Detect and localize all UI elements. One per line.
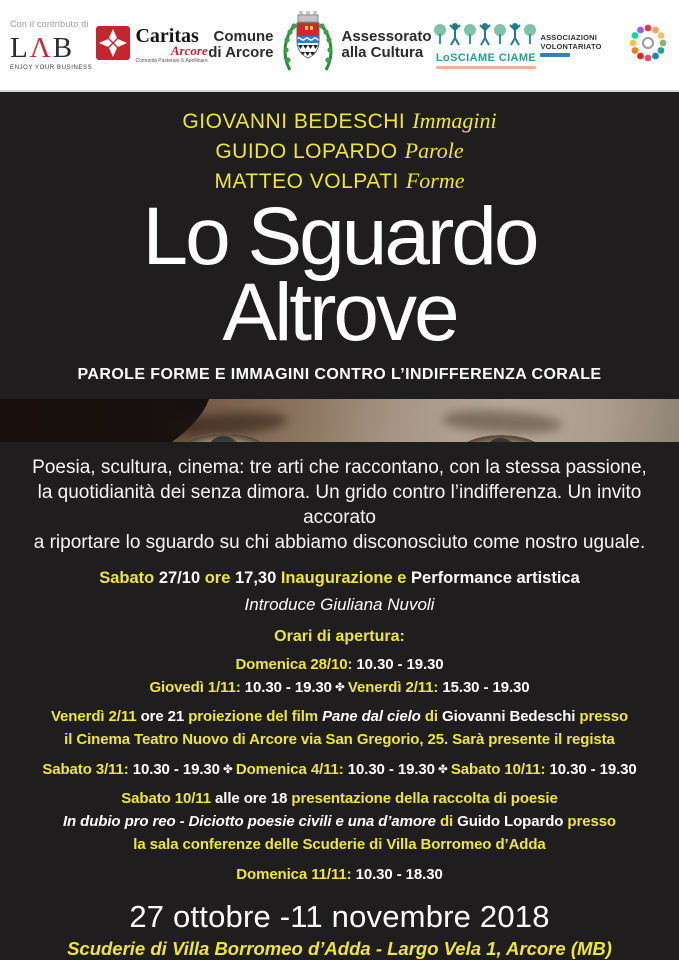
text-segment: 10.30 - 19.30 [549,760,637,778]
text-segment: proiezione del film [188,708,323,725]
lab-letter-b: B [52,32,75,65]
assessorato-line2: alla Cultura [341,44,424,61]
comune-arcore-group [208,8,431,83]
losciameciame-logo [432,22,540,69]
text-segment: di [435,813,458,830]
text-segment: presso [567,813,616,830]
text-segment: ore 21 [140,708,189,725]
opening-event-line [99,569,580,588]
sciame-figures-icon [432,22,540,51]
text-segment: Sabato 10/11: [450,760,550,778]
text-segment: Giovanni Bedeschi [442,708,580,725]
text-segment: ore [204,569,235,587]
caritas-place: Arcore [170,43,208,58]
text-segment: Venerdì 2/11 [50,708,141,725]
comune-label [208,29,273,61]
sponsor-header [0,0,679,92]
text-segment: di [420,708,443,725]
opening-hours-title: Orari di apertura: [274,628,405,645]
text-segment: 10.30 - 19.30 [132,760,220,778]
intro-line: la quotidianità dei senza dimora. Un grido contro l’indifferenza. Un invito accorato [37,482,642,528]
event-venue: Scuderie di Villa Borromeo d’Adda - Largo Vela 1, Arcore (MB) [67,938,612,959]
assessorato-label [342,29,432,61]
intro-paragraph [0,455,679,555]
introduce-line: Introduce Giuliana Nuvoli [244,595,435,614]
schedule-line [64,731,615,749]
text-segment: Giovedì 1/11: [149,678,245,696]
text-segment: Inaugurazione e [280,569,412,587]
lab-logo-text [10,32,75,65]
text-segment: Sabato 3/11: [42,760,133,778]
text-segment: alle ore 18 [215,790,292,807]
text-segment: 10.30 - 19.30 [356,655,444,673]
poster-body [0,94,679,960]
text-segment: Domenica 4/11: [235,760,348,778]
caritas-cross-icon [96,26,130,65]
credit-role: Immagini [412,108,497,133]
lab-tagline: ENJOY YOUR BUSINESS [10,64,93,71]
title-line1: Lo Sguardo [142,191,537,282]
lab-logo [10,19,96,70]
credits-block [182,107,496,197]
text-segment: Performance artistica [411,569,580,587]
text-segment: 10.30 - 19.30 [244,678,332,696]
event-dates: 27 ottobre -11 novembre 2018 [129,899,550,934]
schedule-line [149,679,529,697]
caritas-text [135,26,207,64]
credit-role: Forme [405,168,465,193]
text-segment: il Cinema Teatro Nuovo di Arcore via San Gregorio, 25. Sarà presente il regista [64,731,615,748]
text-segment: Pane dal cielo [322,708,421,725]
schedule-line [235,656,443,674]
credit-row [182,107,496,137]
text-segment: 10.30 - 18.30 [355,865,443,883]
text-segment: Sabato 10/11 [121,790,216,807]
text-segment: ✤ [219,762,236,776]
lab-letter-a: Λ [29,32,53,65]
credit-role: Parole [404,138,464,163]
credit-name: GUIDO LOPARDO [215,140,398,163]
text-segment: 27/10 [158,569,205,587]
text-segment: la sala conferenze delle Scuderie di Villa Borromeo d’Adda [133,836,546,853]
sciame-name: LoSCIAME CIAME [435,51,537,64]
text-segment: 10.30 - 19.30 [347,760,435,778]
comune-line1: Comune [213,28,274,46]
schedule-line [51,708,628,726]
right-eyelid-shadow [455,435,547,443]
lab-letter-l: L [10,32,30,65]
right-eyebrow [442,407,563,435]
poster-title [142,191,537,359]
credit-name: MATTEO VOLPATI [214,170,399,193]
credit-row [182,137,496,167]
poster-subtitle: PAROLE FORME E IMMAGINI CONTRO L’INDIFFERENZA CORALE [77,365,602,383]
schedule-line [42,761,636,779]
assessorato-line1: Assessorato [341,28,432,46]
text-segment: Sabato [99,569,159,587]
text-segment: ✤ [434,762,451,776]
comune-line2: di Arcore [208,44,274,61]
text-segment: Guido Lopardo [457,813,568,830]
text-segment: Domenica 11/11: [236,865,356,883]
text-segment: Domenica 28/10: [235,655,357,673]
schedule [42,653,636,886]
volontariato-name: ASSOCIAZIONI VOLONTARIATO [540,32,602,51]
eyes-photo [0,399,679,443]
text-segment: presentazione della raccolta di poesie [291,790,558,807]
title-line2: Altrove [222,267,457,359]
text-segment: 17,30 [234,569,281,587]
caritas-logo [96,26,207,65]
text-segment: presso [579,708,629,725]
right-eye [455,435,547,443]
comune-crest-icon [280,8,336,83]
schedule-line [236,866,442,884]
sciame-tagline-bar [436,66,536,69]
intro-line: a riportare lo sguardo su chi abbiamo disconosciuto come nostro uguale. [33,532,646,553]
volontariato-sub-bar [540,53,570,57]
intro-line: Poesia, scultura, cinema: tre arti che raccontano, con la stessa passione, [32,457,647,478]
schedule-line [121,790,557,808]
credit-name: GIOVANNI BEDESCHI [182,110,406,133]
text-segment: Venerdì 2/11: [347,678,443,696]
text-segment: ✤ [331,680,348,694]
caritas-tagline: Comunità Pastorale S.Apollinare [135,58,208,64]
caritas-name: Caritas [135,25,199,47]
schedule-line [63,813,616,831]
text-segment: 15.30 - 19.30 [442,678,530,696]
schedule-line [133,836,545,854]
volontariato-logo [540,33,626,58]
contribution-label: Con il contributo di [10,19,89,30]
round-multicolor-logo-icon [627,22,669,69]
text-segment: In dubio pro reo - Diciotto poesie civili e una d’amore [62,813,436,830]
